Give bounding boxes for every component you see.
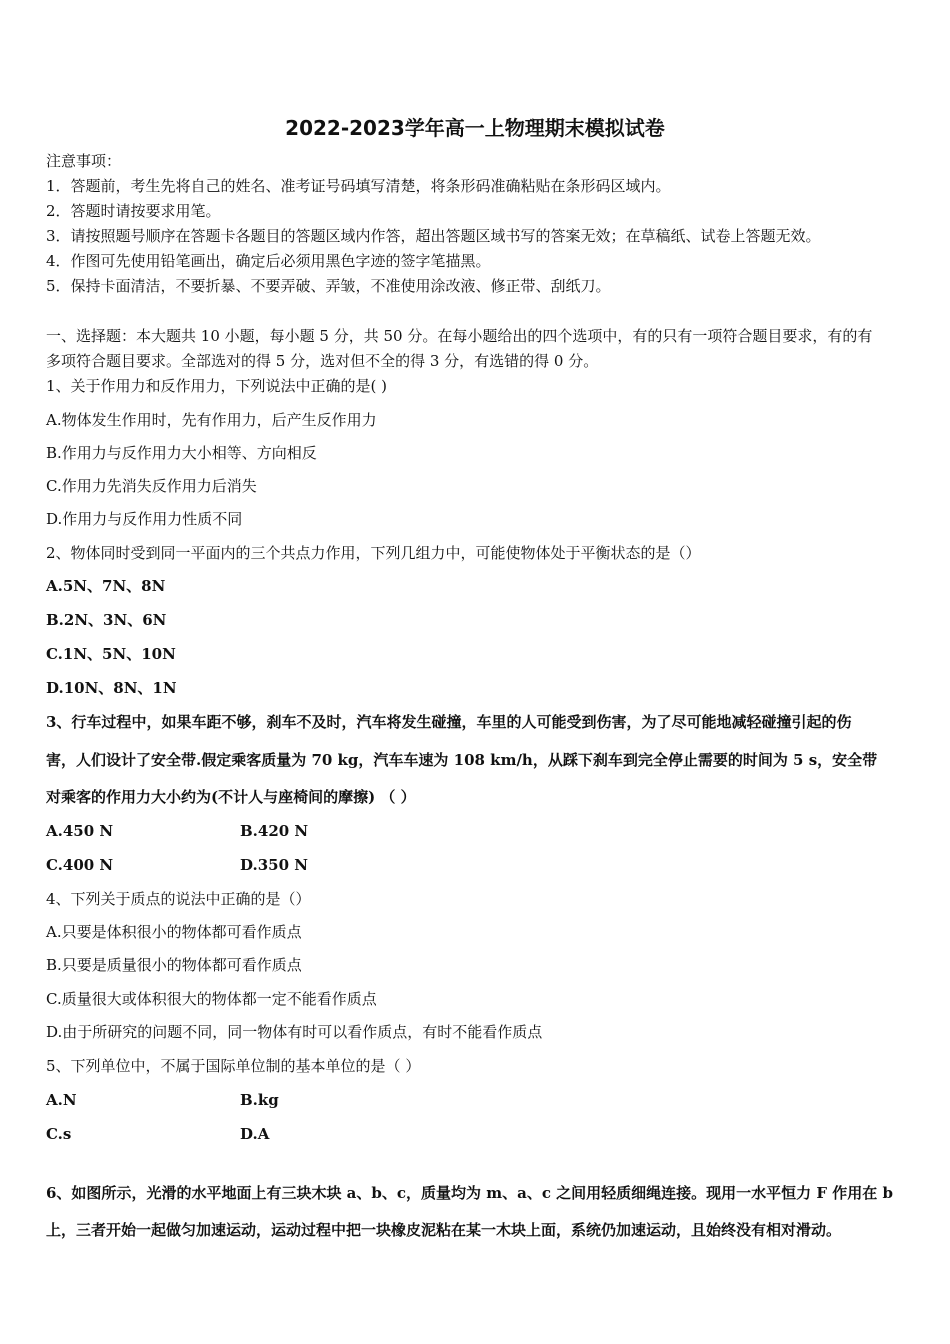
question-4-option-a: A.只要是体积很小的物体都可看作质点 [46,923,302,941]
question-5-option-c: C.s [46,1125,72,1143]
question-4-option-d: D.由于所研究的问题不同，同一物体有时可以看作质点，有时不能看作质点 [46,1023,543,1041]
question-2-option-b: B.2N、3N、6N [46,611,167,629]
question-5-option-b: B.kg [240,1091,279,1109]
section-instructions: 多项符合题目要求。全部选对的得 5 分，选对但不全的得 3 分，有选错的得 0 分。 [46,352,599,370]
question-1-option-a: A.物体发生作用时，先有作用力，后产生反作用力 [46,411,377,429]
notice-item: 4．作图可先使用铅笔画出，确定后必须用黑色字迹的签字笔描黑。 [46,252,491,270]
page-title: 2022-2023学年高一上物理期末模拟试卷 [285,116,665,140]
question-2-option-d: D.10N、8N、1N [46,679,177,697]
question-3-option-d: D.350 N [240,856,308,874]
question-6-stem: 上，三者开始一起做匀加速运动，运动过程中把一块橡皮泥粘在某一木块上面，系统仍加速运动，且始终没有相对滑动。 [46,1221,842,1239]
question-6-stem: 6、如图所示，光滑的水平地面上有三块木块 a、b、c，质量均为 m、a、c 之间用轻质细绳连接。现用一水平恒力 F 作用在 b [46,1184,893,1202]
question-4-option-b: B.只要是质量很小的物体都可看作质点 [46,956,302,974]
question-5-stem: 5、下列单位中，不属于国际单位制的基本单位的是（ ） [46,1057,421,1075]
question-5-option-a: A.N [46,1091,77,1109]
question-2-stem: 2、物体同时受到同一平面内的三个共点力作用，下列几组力中，可能使物体处于平衡状态的是（） [46,544,701,562]
question-1-option-d: D.作用力与反作用力性质不同 [46,510,243,528]
question-3-option-a: A.450 N [46,822,114,840]
question-2-option-c: C.1N、5N、10N [46,645,176,663]
question-3-stem: 害，人们设计了安全带.假定乘客质量为 70 kg，汽车车速为 108 km/h，从踩下刹车到完全停止需要的时间为 5 s，安全带 [46,751,878,769]
question-3-stem: 3、行车过程中，如果车距不够，刹车不及时，汽车将发生碰撞，车里的人可能受到伤害，为了尽可能地减轻碰撞引起的伤 [46,713,852,731]
notice-item: 2．答题时请按要求用笔。 [46,202,221,220]
question-4-option-c: C.质量很大或体积很大的物体都一定不能看作质点 [46,990,377,1008]
question-1-option-b: B.作用力与反作用力大小相等、方向相反 [46,444,317,462]
notice-item: 5．保持卡面清洁，不要折暴、不要弄破、弄皱，不准使用涂改液、修正带、刮纸刀。 [46,277,611,295]
question-3-option-c: C.400 N [46,856,114,874]
notice-item: 3．请按照题号顺序在答题卡各题目的答题区域内作答，超出答题区域书写的答案无效；在草稿纸、试卷上答题无效。 [46,227,821,245]
question-3-option-b: B.420 N [240,822,309,840]
section-instructions: 一、选择题：本大题共 10 小题，每小题 5 分，共 50 分。在每小题给出的四个选项中，有的只有一项符合题目要求，有的有 [46,327,873,345]
question-2-option-a: A.5N、7N、8N [46,577,166,595]
question-3-stem: 对乘客的作用力大小约为(不计人与座椅间的摩擦) （ ） [46,788,416,806]
question-1-stem: 1、关于作用力和反作用力，下列说法中正确的是( ) [46,377,388,395]
question-4-stem: 4、下列关于质点的说法中正确的是（） [46,890,311,908]
notice-heading: 注意事项： [46,152,122,170]
notice-item: 1．答题前，考生先将自己的姓名、准考证号码填写清楚，将条形码准确粘贴在条形码区域内。 [46,177,671,195]
question-5-option-d: D.A [240,1125,270,1143]
question-1-option-c: C.作用力先消失反作用力后消失 [46,477,257,495]
